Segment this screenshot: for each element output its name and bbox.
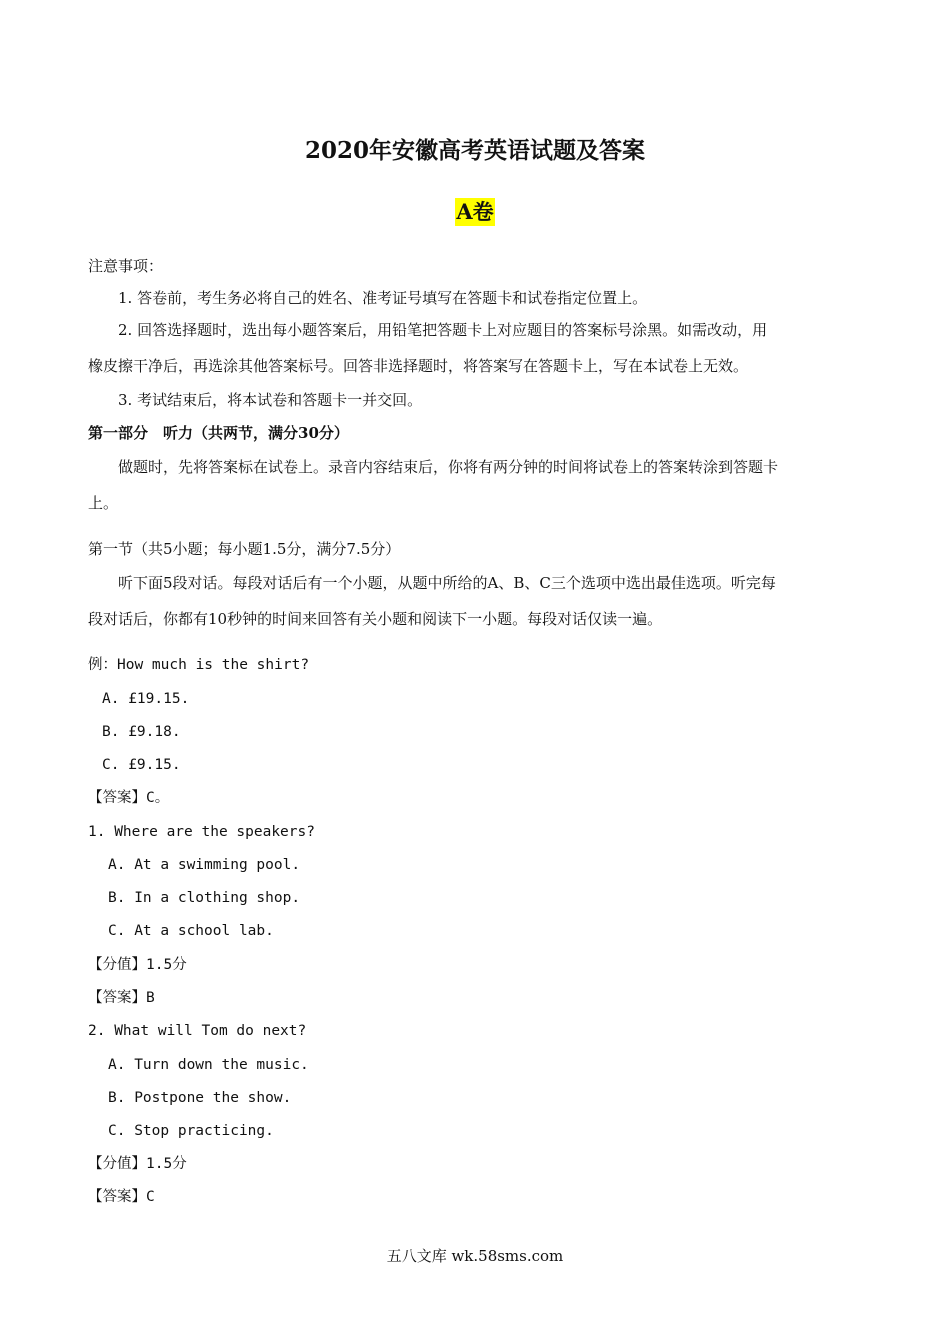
section1-intro-line-1: 听下面5段对话。每段对话后有一个小题，从题中所给的A、B、C三个选项中选出最佳选项。听完每 <box>118 574 776 592</box>
section1-intro-line-2: 段对话后，你都有10秒钟的时间来回答有关小题和阅读下一小题。每段对话仅读一遍。 <box>88 610 663 628</box>
example-option-b: B. £9.18. <box>102 724 181 740</box>
question-2-option-b: B. Postpone the show. <box>108 1090 292 1106</box>
question-1-option-a: A. At a swimming pool. <box>108 857 301 873</box>
example-option-c: C. £9.15. <box>102 757 181 773</box>
page-title: 2020年安徽高考英语试题及答案 <box>304 137 645 164</box>
volume-label: A卷 <box>456 199 494 224</box>
footer-watermark: 五八文库 wk.58sms.com <box>386 1247 564 1265</box>
example-question: 例：How much is the shirt? <box>88 657 310 673</box>
question-1: 1. Where are the speakers? <box>88 824 315 840</box>
question-1-option-c: C. At a school lab. <box>108 923 274 939</box>
part1-intro-line-2: 上。 <box>88 494 119 512</box>
example-answer: 【答案】C。 <box>88 790 170 806</box>
question-2: 2. What will Tom do next? <box>88 1023 307 1039</box>
example-option-a: A. £19.15. <box>102 691 190 707</box>
question-2-answer: 【答案】C <box>88 1189 155 1205</box>
notes-item-2-line-1: 2. 回答选择题时，选出每小题答案后，用铅笔把答题卡上对应题目的答案标号涂黑。如需改动，用 <box>118 321 768 339</box>
question-2-score: 【分值】1.5分 <box>88 1156 187 1172</box>
question-2-option-a: A. Turn down the music. <box>108 1057 309 1073</box>
notes-heading: 注意事项： <box>88 257 164 275</box>
notes-item-2-line-2: 橡皮擦干净后，再选涂其他答案标号。回答非选择题时，将答案写在答题卡上，写在本试卷上无效。 <box>88 357 749 375</box>
part1-intro-line-1: 做题时，先将答案标在试卷上。录音内容结束后，你将有两分钟的时间将试卷上的答案转涂到答题卡 <box>118 458 779 476</box>
section1-heading: 第一节（共5小题；每小题1.5分，满分7.5分） <box>88 540 401 558</box>
volume-label-wrap <box>0 198 950 226</box>
question-1-answer: 【答案】B <box>88 990 155 1006</box>
part1-heading: 第一部分 听力（共两节，满分30分） <box>88 424 349 442</box>
question-1-option-b: B. In a clothing shop. <box>108 890 301 906</box>
question-2-option-c: C. Stop practicing. <box>108 1123 274 1139</box>
question-1-score: 【分值】1.5分 <box>88 957 187 973</box>
notes-item-3: 3. 考试结束后，将本试卷和答题卡一并交回。 <box>118 391 423 409</box>
notes-item-1: 1. 答卷前，考生务必将自己的姓名、准考证号填写在答题卡和试卷指定位置上。 <box>118 289 648 307</box>
